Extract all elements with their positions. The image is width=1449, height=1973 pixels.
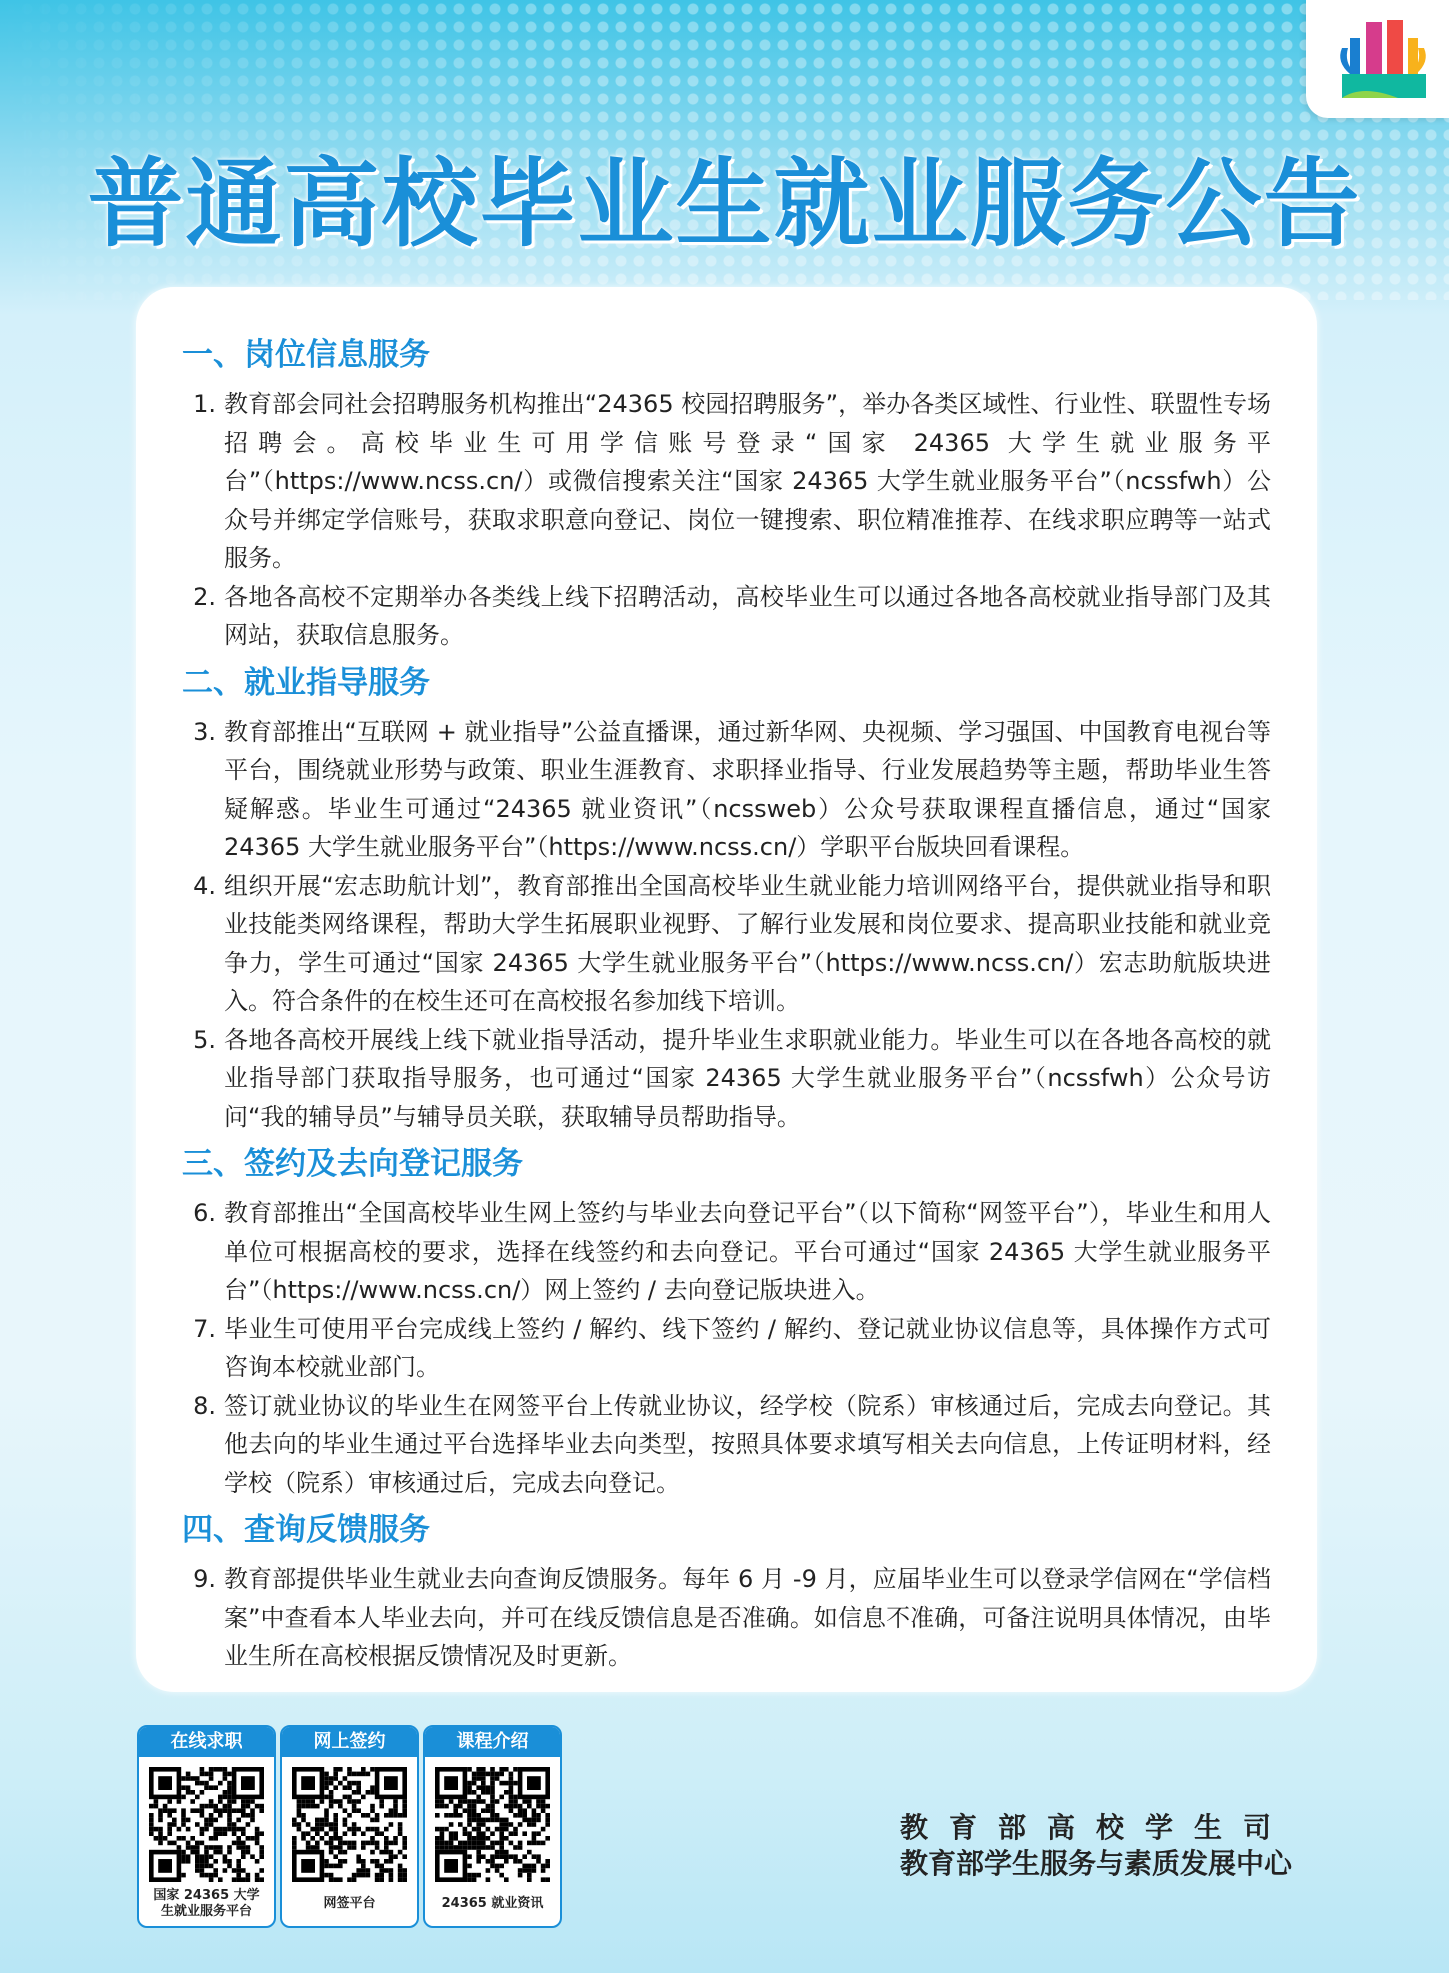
list-item	[182, 578, 1271, 655]
item-number: 7.	[193, 1314, 216, 1343]
signature	[900, 1810, 1320, 1882]
list-item	[182, 385, 1271, 578]
item-text: 教育部提供毕业生就业去向查询反馈服务。每年 6 月 -9 月，应届毕业生可以登录学信网在“学信档案”中查看本人毕业去向，并可在线反馈信息是否准确。如信息不准确，可备注说明具体情况，由毕业生所在高校根据反馈情况及时更新。	[224, 1565, 1271, 1670]
section-heading: 一、岗位信息服务	[182, 337, 430, 373]
item-text: 教育部会同社会招聘服务机构推出“24365 校园招聘服务”，举办各类区域性、行业性、联盟性专场招聘会。高校毕业生可用学信账号登录“国家 24365 大学生就业服务平台”（https://www.ncss.cn/）或微信搜索关注“国家 24365 大学生就业服务平台”（ncssfwh）公众号并绑定学信账号，获取求职意向登记、岗位一键搜索、职位精准推荐、在线求职应聘等一站式服务。	[224, 390, 1271, 572]
qr-code-icon[interactable]	[292, 1767, 407, 1882]
qr-caption-line-1: 国家 24365 大学	[153, 1888, 260, 1903]
item-number: 3.	[193, 717, 216, 746]
building-hands-logo-icon	[1306, 0, 1449, 118]
qr-header: 网上签约	[282, 1727, 417, 1757]
qr-caption	[425, 1896, 560, 1912]
qr-caption	[139, 1888, 274, 1920]
page-title: 普通高校毕业生就业服务公告	[87, 148, 1362, 260]
signature-line-2: 教育部学生服务与素质发展中心	[900, 1847, 1293, 1880]
item-number: 8.	[193, 1391, 216, 1420]
item-text: 教育部推出“互联网 + 就业指导”公益直播课，通过新华网、央视频、学习强国、中国教育电视台等平台，围绕就业形势与政策、职业生涯教育、求职择业指导、行业发展趋势等主题，帮助毕业生答疑解惑。毕业生可通过“24365 就业资讯”（ncssweb）公众号获取课程直播信息，通过“国家 24365 大学生就业服务平台”（https://www.ncss.cn/）学职平台版块回看课程。	[224, 717, 1271, 861]
list-item	[182, 1021, 1271, 1137]
item-text: 各地各高校不定期举办各类线上线下招聘活动，高校毕业生可以通过各地各高校就业指导部门及其网站，获取信息服务。	[224, 582, 1271, 649]
item-number: 4.	[193, 871, 216, 900]
item-text: 组织开展“宏志助航计划”，教育部推出全国高校毕业生就业能力培训网络平台，提供就业指导和职业技能类网络课程，帮助大学生拓展职业视野、了解行业发展和岗位要求、提高职业技能和就业竞争力，学生可通过“国家 24365 大学生就业服务平台”（https://www.ncss.cn/）宏志助航版块进入。符合条件的在校生还可在高校报名参加线下培训。	[224, 871, 1271, 1015]
item-number: 1.	[193, 390, 216, 418]
qr-caption-line-1: 24365 就业资讯	[441, 1896, 544, 1911]
qr-code-icon[interactable]	[149, 1767, 264, 1882]
item-text: 毕业生可使用平台完成线上签约 / 解约、线下签约 / 解约、登记就业协议信息等，具体操作方式可咨询本校就业部门。	[224, 1314, 1271, 1381]
list-item	[182, 713, 1271, 867]
qr-card[interactable]	[423, 1725, 562, 1928]
item-text: 各地各高校开展线上线下就业指导活动，提升毕业生求职就业能力。毕业生可以在各地各高校的就业指导部门获取指导服务，也可通过“国家 24365 大学生就业服务平台”（ncssfwh）公众号访问“我的辅导员”与辅导员关联，获取辅导员帮助指导。	[224, 1025, 1271, 1131]
qr-caption	[282, 1896, 417, 1912]
list-item	[182, 1387, 1271, 1503]
section-heading: 二、就业指导服务	[182, 664, 430, 701]
item-number: 6.	[193, 1199, 216, 1227]
qr-code-icon[interactable]	[435, 1767, 550, 1882]
list-item	[182, 867, 1271, 1021]
item-number: 2.	[193, 582, 216, 611]
qr-header: 在线求职	[139, 1727, 274, 1757]
qr-card[interactable]	[280, 1725, 419, 1928]
qr-caption-line-2: 生就业服务平台	[160, 1904, 252, 1919]
item-text: 签订就业协议的毕业生在网签平台上传就业协议，经学校（院系）审核通过后，完成去向登记。其他去向的毕业生通过平台选择毕业去向类型，按照具体要求填写相关去向信息，上传证明材料，经学校（院系）审核通过后，完成去向登记。	[224, 1391, 1271, 1497]
announcement-card	[136, 287, 1317, 1692]
item-number: 9.	[193, 1565, 216, 1593]
item-text: 教育部推出“全国高校毕业生网上签约与毕业去向登记平台”（以下简称“网签平台”），毕业生和用人单位可根据高校的要求，选择在线签约和去向登记。平台可通过“国家 24365 大学生就业服务平台”（https://www.ncss.cn/）网上签约 / 去向登记版块进入。	[224, 1199, 1271, 1304]
item-number: 5.	[193, 1025, 216, 1054]
signature-line-1: 教育部高校学生司	[900, 1811, 1293, 1844]
section-heading: 四、查询反馈服务	[182, 1512, 430, 1548]
list-item	[182, 1310, 1271, 1387]
section-heading: 三、签约及去向登记服务	[182, 1146, 523, 1182]
logo	[1306, 0, 1449, 118]
list-item	[182, 1560, 1271, 1676]
qr-code-row	[137, 1725, 562, 1928]
list-item	[182, 1194, 1271, 1310]
qr-header: 课程介绍	[425, 1727, 560, 1757]
qr-card[interactable]	[137, 1725, 276, 1928]
qr-caption-line-1: 网签平台	[323, 1896, 376, 1911]
